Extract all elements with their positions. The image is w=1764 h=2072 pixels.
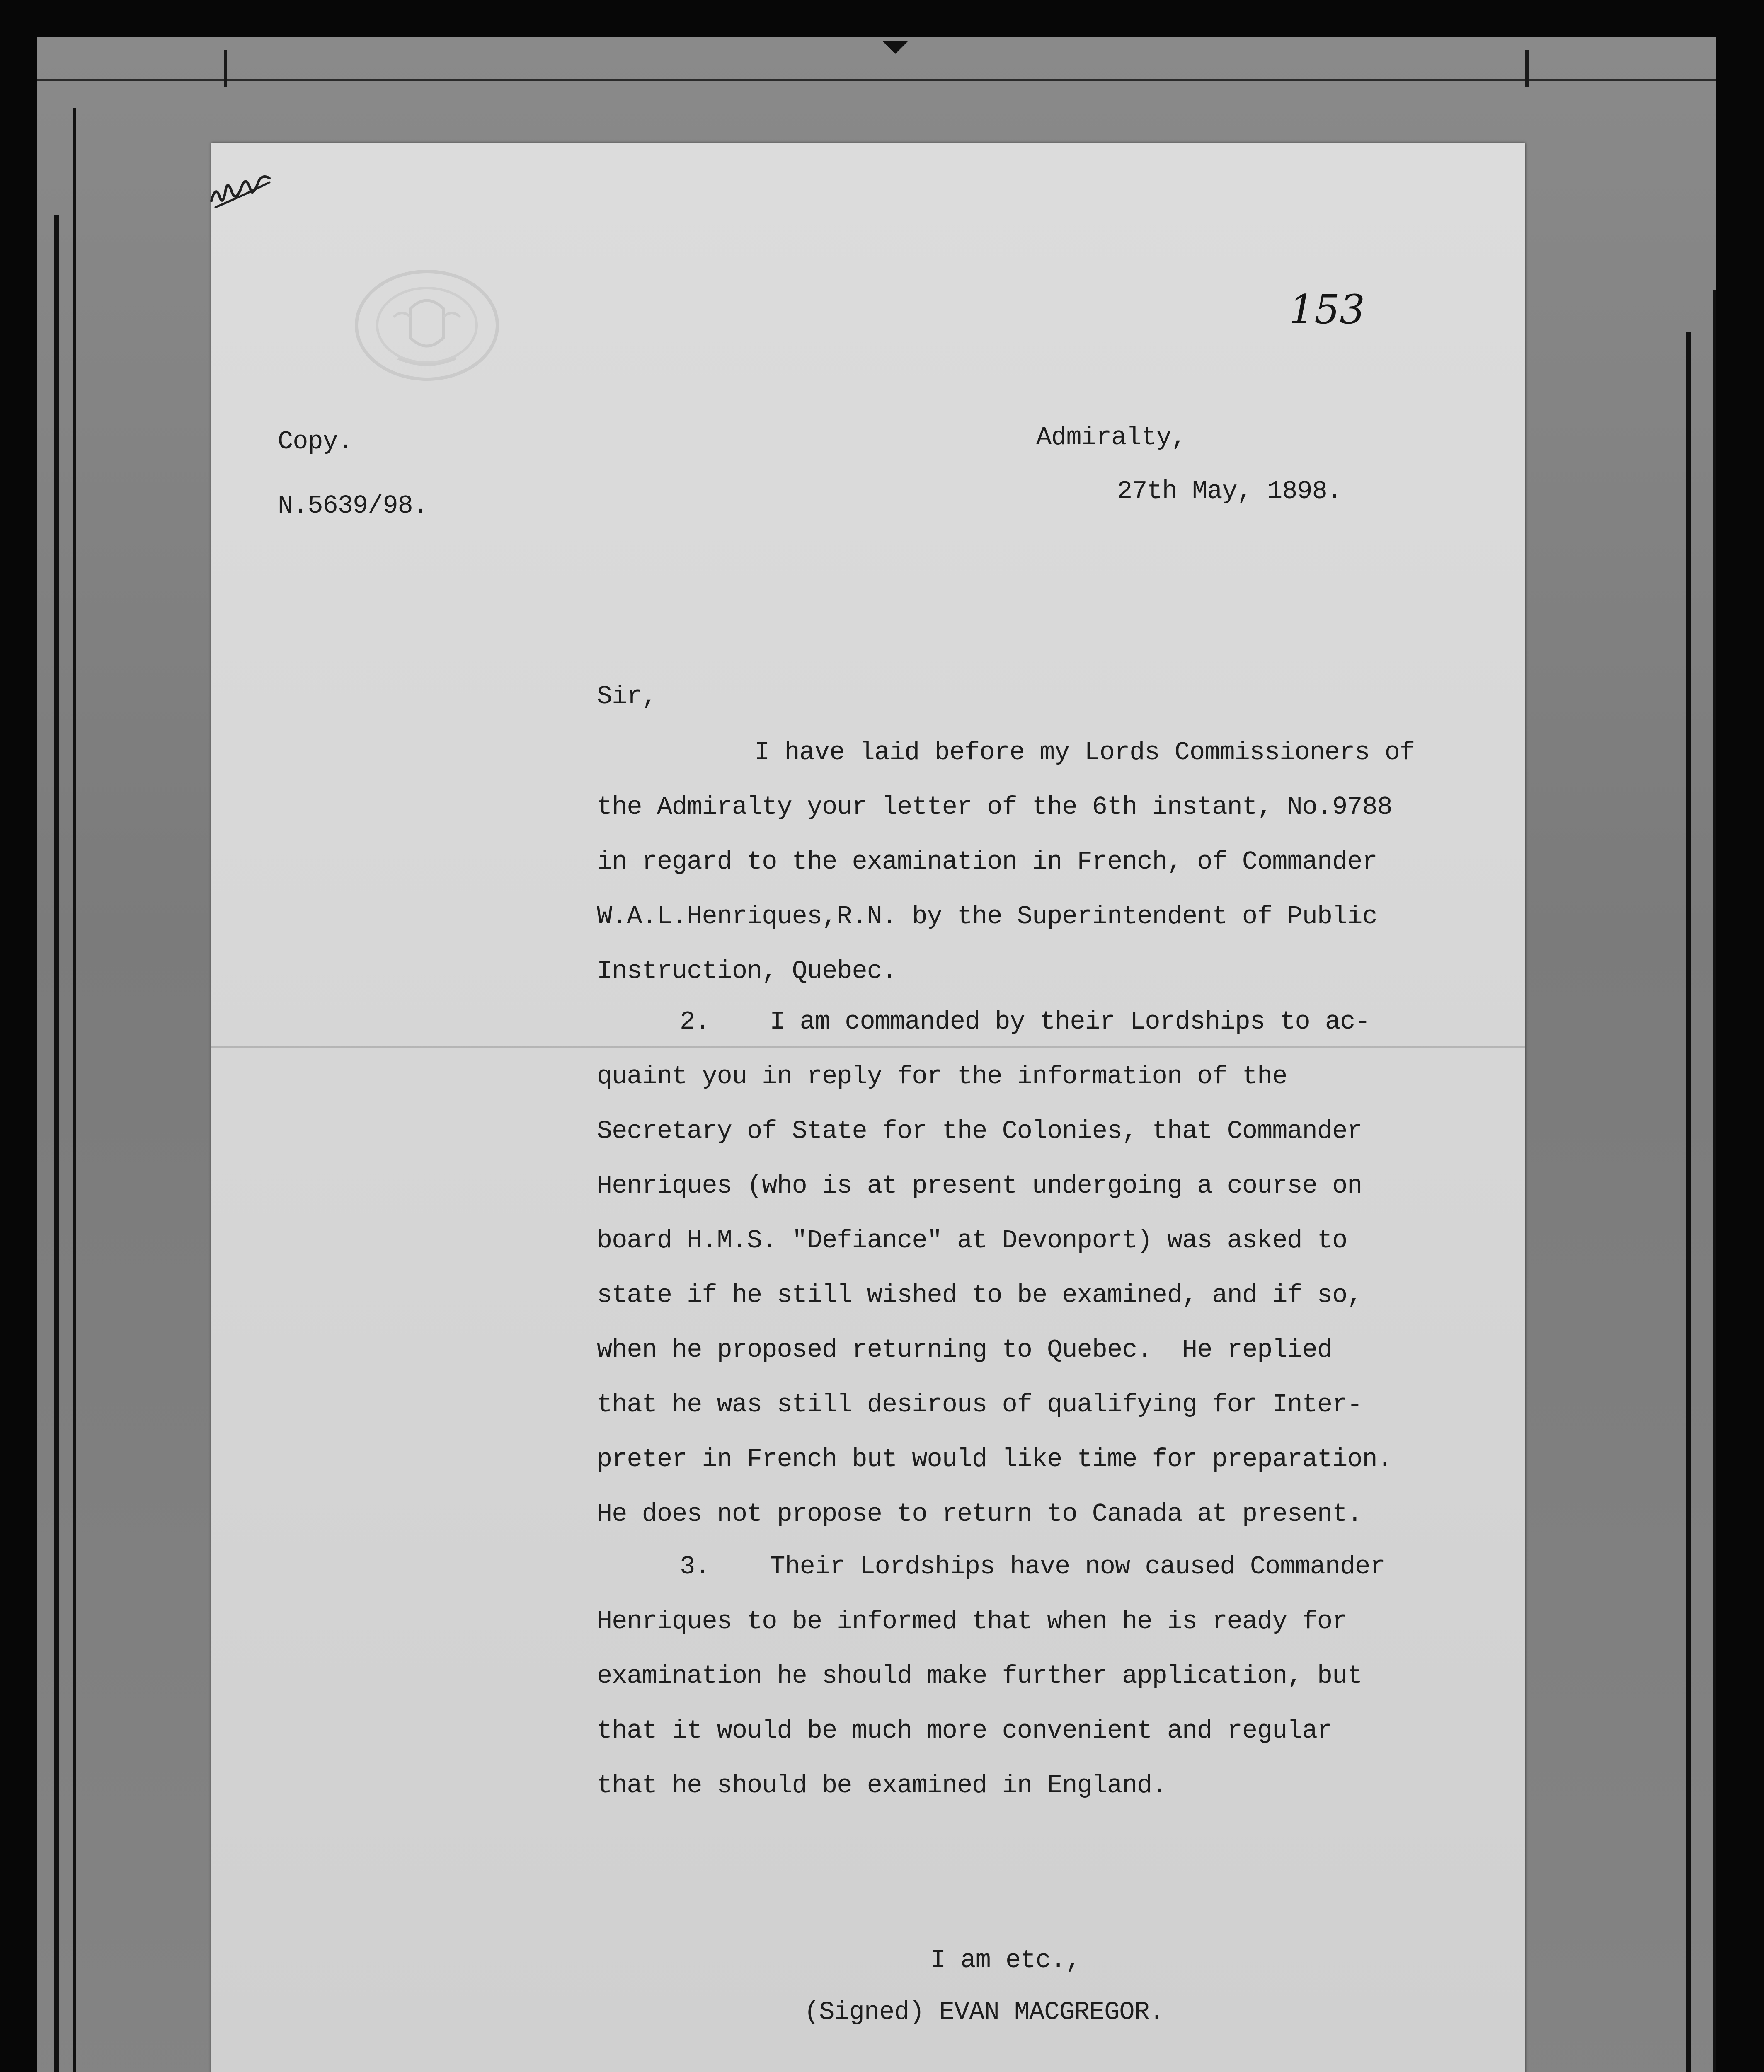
paragraph-line: that he was still desirous of qualifying for Inter- bbox=[597, 1390, 1362, 1419]
paragraph-line: 2. I am commanded by their Lordships to ac- bbox=[680, 1007, 1370, 1036]
paragraph-line: in regard to the examination in French, of Commander bbox=[597, 847, 1377, 876]
salutation: Sir, bbox=[597, 682, 657, 711]
board-top-edge bbox=[37, 79, 1716, 81]
frame-notch bbox=[883, 41, 908, 54]
board-left-edge-outer bbox=[73, 108, 76, 2072]
embossed-seal-icon bbox=[348, 263, 506, 387]
paragraph-line: Secretary of State for the Colonies, that Commander bbox=[597, 1116, 1362, 1146]
reference-number: N.5639/98. bbox=[278, 491, 428, 520]
paragraph-line: that it would be much more convenient and regular bbox=[597, 1716, 1333, 1745]
paragraph-line: I have laid before my Lords Commissioners of bbox=[754, 738, 1415, 767]
frame-tick bbox=[224, 50, 227, 87]
board-right-edge-outer bbox=[1713, 290, 1716, 2072]
paragraph-line: quaint you in reply for the information of the bbox=[597, 1062, 1287, 1091]
paragraph-line: Henriques to be informed that when he is ready for bbox=[597, 1607, 1347, 1636]
signature: (Signed) EVAN MACGREGOR. bbox=[804, 1997, 1164, 2027]
paragraph-line: 3. Their Lordships have now caused Commander bbox=[680, 1552, 1385, 1581]
letter-origin: Admiralty, bbox=[1036, 423, 1187, 452]
paragraph-line: Instruction, Quebec. bbox=[597, 956, 897, 986]
paragraph-line: He does not propose to return to Canada at present. bbox=[597, 1499, 1362, 1529]
letter-sheet bbox=[211, 143, 1525, 2072]
paragraph-line: that he should be examined in England. bbox=[597, 1771, 1167, 1800]
fold-line bbox=[211, 1046, 1525, 1048]
letter-date: 27th May, 1898. bbox=[1117, 477, 1342, 506]
handwritten-initials-icon bbox=[203, 168, 274, 213]
paragraph-line: preter in French but would like time for preparation. bbox=[597, 1445, 1392, 1474]
reference-label: Copy. bbox=[278, 427, 353, 456]
paragraph-line: the Admiralty your letter of the 6th instant, No.9788 bbox=[597, 792, 1392, 822]
closing: I am etc., bbox=[930, 1946, 1081, 1975]
paragraph-line: examination he should make further application, but bbox=[597, 1661, 1362, 1691]
paragraph-line: when he proposed returning to Quebec. He replied bbox=[597, 1335, 1333, 1365]
page-number: 153 bbox=[1289, 286, 1365, 333]
paragraph-line: board H.M.S. "Defiance" at Devonport) was asked to bbox=[597, 1226, 1347, 1255]
paragraph-line: Henriques (who is at present undergoing a course on bbox=[597, 1171, 1362, 1201]
paragraph-line: W.A.L.Henriques,R.N. by the Superintendent of Public bbox=[597, 902, 1377, 931]
frame-tick bbox=[1525, 50, 1529, 87]
board-left-edge bbox=[54, 215, 59, 2072]
paragraph-line: state if he still wished to be examined, and if so, bbox=[597, 1280, 1362, 1310]
board-right-edge bbox=[1686, 332, 1691, 2072]
